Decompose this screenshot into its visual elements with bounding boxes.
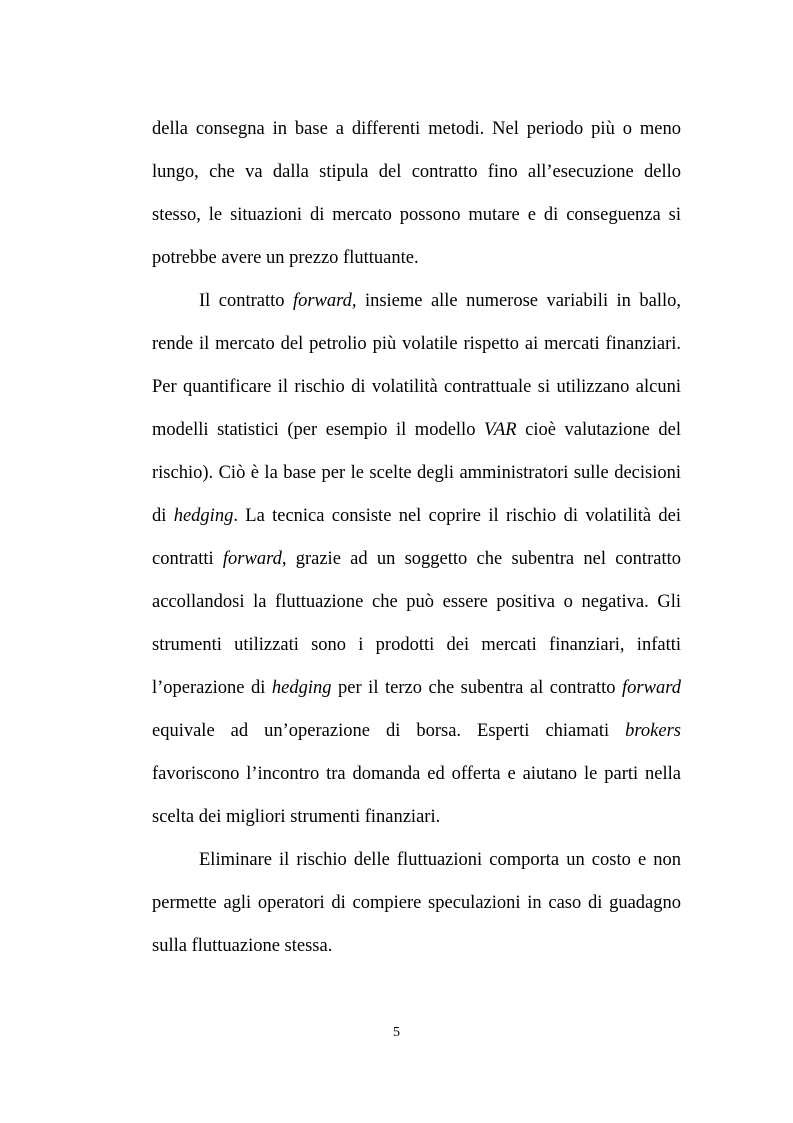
text-segment: accollandosi la fluttuazione che può essere positiva o negativa. Gli — [152, 592, 681, 612]
text-segment: modelli statistici (per esempio il modello — [152, 420, 485, 440]
text-segment: Per quantificare il rischio di volatilità contrattuale si utilizzano alcuni — [152, 377, 681, 397]
text-segment: potrebbe avere un prezzo fluttuante. — [152, 248, 419, 268]
text-line — [152, 237, 681, 280]
text-segment: lungo, che va dalla stipula del contratto fino all’esecuzione dello — [152, 162, 681, 182]
text-line — [152, 538, 681, 581]
text-line — [152, 108, 681, 151]
italic-term: brokers — [625, 721, 681, 741]
text-segment: Eliminare il rischio delle fluttuazioni comporta un costo e non — [199, 850, 681, 870]
text-segment: Il contratto — [199, 291, 293, 311]
body-text — [152, 108, 681, 968]
text-line — [152, 882, 681, 925]
text-segment: . La tecnica consiste nel coprire il rischio di volatilità dei — [233, 506, 682, 526]
text-line — [152, 753, 681, 796]
text-segment: contratti — [152, 549, 223, 569]
text-segment: stesso, le situazioni di mercato possono mutare e di conseguenza si — [152, 205, 681, 225]
text-line — [152, 194, 681, 237]
text-line — [152, 151, 681, 194]
italic-term: forward, — [292, 291, 357, 311]
text-line — [152, 280, 681, 323]
text-segment: sulla fluttuazione stessa. — [152, 936, 333, 956]
text-line — [152, 925, 681, 968]
text-line — [152, 452, 681, 495]
text-segment: cioè valutazione del — [516, 420, 681, 440]
text-segment: equivale ad un’operazione di borsa. Esperti chiamati — [152, 721, 626, 741]
text-segment: per il terzo che subentra al contratto — [331, 678, 623, 698]
text-line — [152, 624, 681, 667]
text-segment: permette agli operatori di compiere speculazioni in caso di guadagno — [152, 893, 681, 913]
paragraph — [152, 839, 681, 968]
text-segment: rischio). Ciò è la base per le scelte degli amministratori sulle decisioni — [152, 463, 681, 483]
italic-term: forward — [622, 678, 681, 698]
italic-term: forward — [222, 549, 282, 569]
text-segment: rende il mercato del petrolio più volatile rispetto ai mercati finanziari. — [152, 334, 681, 354]
italic-term: hedging — [173, 506, 234, 526]
paragraph — [152, 280, 681, 839]
text-line — [152, 796, 681, 839]
text-line — [152, 710, 681, 753]
text-line — [152, 323, 681, 366]
text-segment: scelta dei migliori strumenti finanziari. — [152, 807, 441, 827]
text-segment: strumenti utilizzati sono i prodotti dei mercati finanziari, infatti — [152, 635, 681, 655]
text-segment: della consegna in base a differenti metodi. Nel periodo più o meno — [152, 119, 681, 139]
text-line — [152, 667, 681, 710]
text-segment: favoriscono l’incontro tra domanda ed offerta e aiutano le parti nella — [152, 764, 681, 784]
text-line — [152, 839, 681, 882]
text-segment: l’operazione di — [152, 678, 272, 698]
paragraph — [152, 108, 681, 280]
text-segment: insieme alle numerose variabili in ballo, — [356, 291, 681, 311]
text-line — [152, 581, 681, 624]
text-line — [152, 409, 681, 452]
text-line — [152, 366, 681, 409]
italic-term: hedging — [271, 678, 332, 698]
page-number: 5 — [393, 1025, 400, 1040]
text-line — [152, 495, 681, 538]
italic-term: VAR — [484, 420, 517, 440]
text-segment: di — [152, 506, 174, 526]
text-segment: , grazie ad un soggetto che subentra nel contratto — [281, 549, 681, 569]
